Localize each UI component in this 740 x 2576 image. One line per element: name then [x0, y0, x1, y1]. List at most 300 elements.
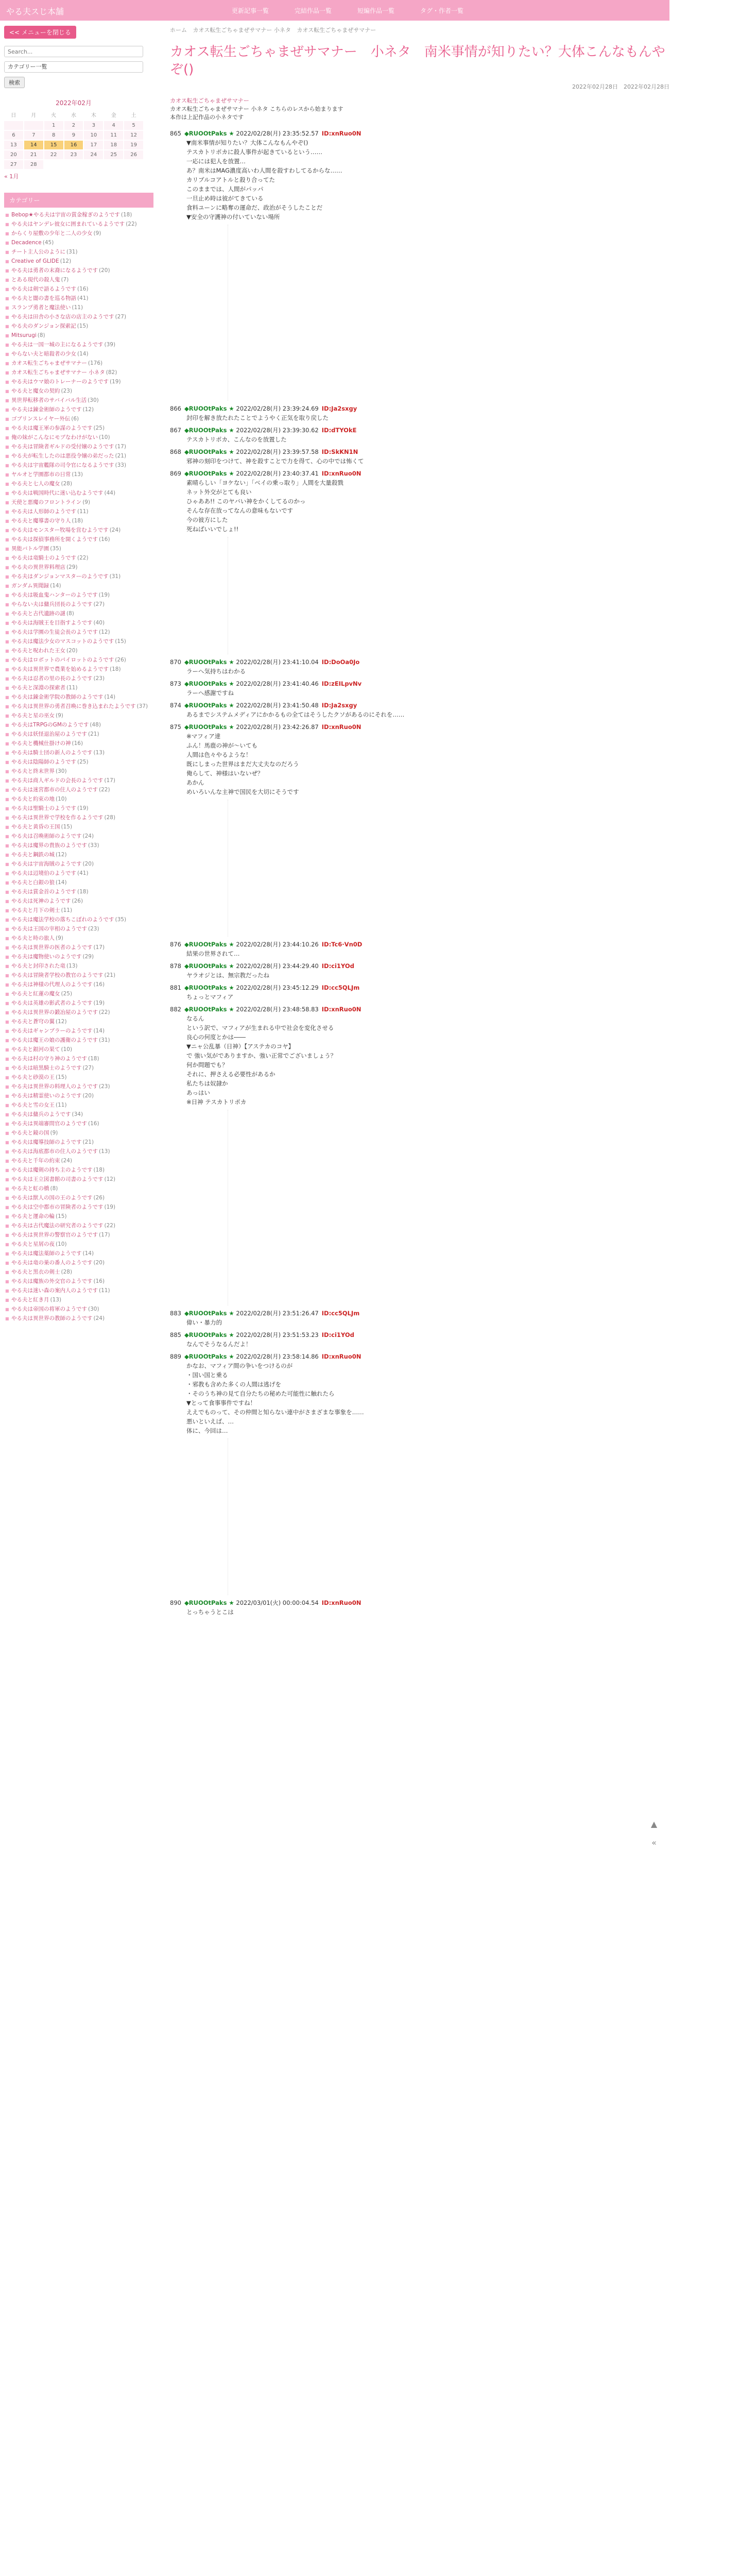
- category-label: やる夫は陰陽師のようです: [11, 759, 76, 765]
- category-item[interactable]: [4, 341, 153, 350]
- nav-item-short[interactable]: 短編作品一覧: [357, 7, 395, 14]
- category-item[interactable]: [4, 758, 153, 767]
- category-item[interactable]: [4, 1064, 153, 1073]
- calendar-day[interactable]: 9: [64, 131, 83, 140]
- category-label: やる夫は賞金首のようです: [11, 889, 76, 895]
- calendar-day[interactable]: 6: [4, 131, 23, 140]
- post-author: ◆RUOOtPaks ★: [184, 405, 234, 412]
- category-count: (18): [121, 212, 132, 218]
- category-label: やる夫は吸血鬼ハンターのようです: [11, 592, 98, 598]
- post-header: [170, 1005, 669, 1014]
- calendar-day[interactable]: 17: [84, 141, 103, 149]
- category-item[interactable]: [4, 220, 153, 229]
- calendar-day[interactable]: 22: [44, 150, 63, 159]
- category-label: やる夫はウマ娘のトレーナーのようです: [11, 379, 109, 385]
- category-label: Decadence: [11, 240, 42, 246]
- category-label: やる夫は魔族の外交官のようです: [11, 1278, 93, 1284]
- top-bar: [0, 0, 669, 21]
- category-item[interactable]: [4, 489, 153, 498]
- category-item[interactable]: [4, 888, 153, 897]
- category-item[interactable]: [4, 507, 153, 517]
- category-item[interactable]: [4, 1008, 153, 1018]
- category-label: やる夫は一国一城の主になるようです: [11, 342, 104, 348]
- search-button[interactable]: 検索: [4, 77, 25, 88]
- post-meta: 2022/02/28(月) 23:42:26.87: [236, 723, 319, 731]
- category-item[interactable]: [4, 1240, 153, 1249]
- category-count: (20): [99, 267, 110, 274]
- post-number[interactable]: 889: [170, 1353, 181, 1360]
- post-line: ▼安全の守護神の付いていない場所: [186, 213, 280, 221]
- category-item[interactable]: [4, 1314, 153, 1324]
- category-item[interactable]: [4, 1212, 153, 1222]
- category-label: やる夫はモンスター牧場を営むようです: [11, 527, 109, 533]
- calendar-day[interactable]: 19: [124, 141, 143, 149]
- post-number[interactable]: 876: [170, 941, 181, 948]
- category-item[interactable]: [4, 1138, 153, 1147]
- category-item[interactable]: [4, 396, 153, 405]
- category-item[interactable]: [4, 693, 153, 702]
- calendar-weekday: 土: [131, 113, 136, 118]
- category-label: やる夫と星の巫女: [11, 713, 55, 719]
- post-header: [170, 1330, 669, 1340]
- category-item[interactable]: [4, 248, 153, 257]
- category-item[interactable]: [4, 721, 153, 730]
- site-title[interactable]: やる夫スじ本舗: [6, 7, 64, 16]
- category-item[interactable]: [4, 628, 153, 637]
- post-line: ひゃああ!! このヤバい神をかくしてるのかっ: [186, 498, 306, 505]
- category-item[interactable]: [4, 684, 153, 693]
- category-item[interactable]: [4, 378, 153, 387]
- category-item[interactable]: [4, 749, 153, 758]
- calendar-day[interactable]: 27: [4, 160, 23, 169]
- category-item[interactable]: [4, 1203, 153, 1212]
- category-item[interactable]: [4, 637, 153, 647]
- category-item[interactable]: [4, 368, 153, 378]
- calendar-day[interactable]: 14: [24, 141, 43, 149]
- category-label: やる夫と魔女の契約: [11, 388, 60, 394]
- category-item[interactable]: [4, 563, 153, 572]
- breadcrumb-category[interactable]: カオス転生ごちゃまぜサマナー 小ネタ: [193, 27, 291, 33]
- category-list: [4, 211, 153, 1324]
- category-item[interactable]: [4, 702, 153, 711]
- category-item[interactable]: [4, 851, 153, 860]
- category-item[interactable]: [4, 359, 153, 368]
- category-item[interactable]: [4, 480, 153, 489]
- calendar-grid: [4, 109, 143, 169]
- category-item[interactable]: [4, 776, 153, 786]
- category-count: (11): [72, 304, 83, 311]
- category-item[interactable]: [4, 1175, 153, 1184]
- category-item[interactable]: [4, 767, 153, 776]
- category-item[interactable]: [4, 294, 153, 303]
- category-item[interactable]: [4, 211, 153, 220]
- post-line: 一応には犯人を放置…: [186, 158, 246, 165]
- post-number[interactable]: 874: [170, 702, 181, 709]
- category-count: (19): [98, 592, 110, 598]
- category-item[interactable]: [4, 1055, 153, 1064]
- post-line: ええでものって、その仲間と知らない連中がさまざまな事象を……: [186, 1409, 364, 1416]
- category-count: (17): [93, 944, 105, 951]
- category-label: やる夫は勇者の末裔になるようです: [11, 267, 98, 274]
- category-item[interactable]: [4, 239, 153, 248]
- category-count: (26): [93, 1195, 105, 1201]
- category-item[interactable]: [4, 313, 153, 322]
- post-number[interactable]: 865: [170, 130, 181, 137]
- category-item[interactable]: [4, 1018, 153, 1027]
- category-item[interactable]: [4, 971, 153, 980]
- category-item[interactable]: [4, 674, 153, 684]
- calendar-day[interactable]: 25: [104, 150, 123, 159]
- category-item[interactable]: [4, 1147, 153, 1157]
- category-item[interactable]: [4, 711, 153, 721]
- post-line: 素晴らしい「ヨケない」「ベイの乗っ取り」人間を大量殺戮: [186, 479, 343, 486]
- category-item[interactable]: [4, 1157, 153, 1166]
- post-line: テスカトリポカ、こんなのを放置した: [186, 436, 287, 443]
- calendar-day[interactable]: 24: [84, 150, 103, 159]
- category-item[interactable]: [4, 739, 153, 749]
- post-line: ▼ニャ公乱暴（日神）【アステカのコヤ】: [186, 1043, 295, 1050]
- category-count: (16): [88, 1121, 99, 1127]
- category-item[interactable]: [4, 1129, 153, 1138]
- category-count: (22): [126, 221, 137, 227]
- category-label: やる夫は学園の生徒会長のようです: [11, 629, 98, 635]
- nav-item-tags[interactable]: タグ・作者一覧: [420, 7, 464, 14]
- category-count: (19): [110, 379, 121, 385]
- category-count: (24): [61, 1158, 73, 1164]
- category-item[interactable]: [4, 906, 153, 916]
- category-label: からくり屋敷の少年と二人の少女: [11, 230, 93, 236]
- category-label: やる夫と鋼鉄の城: [11, 852, 55, 858]
- post-number[interactable]: 868: [170, 448, 181, 455]
- calendar-day[interactable]: 23: [64, 150, 83, 159]
- category-item[interactable]: [4, 1110, 153, 1120]
- calendar-day[interactable]: 16: [64, 141, 83, 149]
- post-body: [170, 732, 669, 937]
- category-count: (34): [72, 1111, 83, 1117]
- category-label: やる夫は魔法少女のマスコットのようです: [11, 638, 114, 645]
- category-item[interactable]: [4, 999, 153, 1008]
- category-count: (21): [104, 972, 116, 978]
- category-label: やる夫が転生したのは悪役令嬢の弟だった: [11, 453, 114, 459]
- category-item[interactable]: [4, 322, 153, 331]
- category-item[interactable]: [4, 1222, 153, 1231]
- post-number[interactable]: 881: [170, 984, 181, 991]
- category-item[interactable]: [4, 452, 153, 461]
- post-dates: 2022年02月28日 2022年02月28日: [572, 83, 669, 90]
- category-item[interactable]: [4, 1184, 153, 1194]
- intro-text: カオス転生ごちゃまぜサマナー 小ネタ こちらのレスから始まります: [170, 106, 343, 112]
- category-item[interactable]: [4, 619, 153, 628]
- calendar-day[interactable]: 8: [44, 131, 63, 140]
- category-label: やる夫は剣で語るようです: [11, 286, 76, 292]
- category-item[interactable]: [4, 517, 153, 526]
- category-count: (27): [93, 601, 105, 607]
- calendar-day[interactable]: 13: [4, 141, 23, 149]
- category-item[interactable]: [4, 953, 153, 962]
- category-item[interactable]: [4, 415, 153, 424]
- calendar-day[interactable]: 5: [124, 121, 143, 130]
- calendar-day[interactable]: 26: [124, 150, 143, 159]
- category-count: (45): [42, 240, 54, 246]
- post-header: [170, 940, 669, 949]
- category-count: (21): [115, 453, 127, 459]
- post-header: [170, 722, 669, 732]
- category-item[interactable]: [4, 572, 153, 582]
- category-label: やる夫と銀河の果て: [11, 1046, 60, 1053]
- category-item[interactable]: [4, 795, 153, 804]
- post-number[interactable]: 867: [170, 427, 181, 434]
- category-item[interactable]: [4, 1231, 153, 1240]
- post-line: 私たちは奴隷か: [186, 1080, 228, 1087]
- post-number[interactable]: 890: [170, 1599, 181, 1606]
- category-item[interactable]: [4, 869, 153, 878]
- category-item[interactable]: [4, 554, 153, 563]
- category-count: (48): [90, 722, 101, 728]
- category-item[interactable]: [4, 730, 153, 739]
- category-label: やる夫の異世界料理店: [11, 564, 65, 570]
- nav-item-updates[interactable]: 更新記事一覧: [232, 7, 269, 14]
- category-label: やる夫と黄昏の王国: [11, 824, 60, 830]
- category-item[interactable]: [4, 1194, 153, 1203]
- category-item[interactable]: [4, 1305, 153, 1314]
- category-item[interactable]: [4, 331, 153, 341]
- ascii-art: [228, 537, 669, 654]
- category-item[interactable]: [4, 1027, 153, 1036]
- calendar-day[interactable]: 12: [124, 131, 143, 140]
- category-item[interactable]: [4, 1092, 153, 1101]
- calendar-day[interactable]: 4: [104, 121, 123, 130]
- category-item[interactable]: [4, 1296, 153, 1305]
- calendar-weekday: 月: [31, 113, 37, 118]
- category-item[interactable]: [4, 656, 153, 665]
- category-item[interactable]: [4, 823, 153, 832]
- category-item[interactable]: [4, 1268, 153, 1277]
- category-count: (11): [56, 1102, 67, 1108]
- calendar-day[interactable]: 10: [84, 131, 103, 140]
- category-label: 異能バトル学園: [11, 546, 49, 552]
- category-count: (35): [115, 917, 127, 923]
- category-item[interactable]: [4, 665, 153, 674]
- calendar-day[interactable]: 1: [44, 121, 63, 130]
- category-item[interactable]: [4, 925, 153, 934]
- category-item[interactable]: [4, 443, 153, 452]
- calendar-weekday: 水: [71, 113, 76, 118]
- category-label: 天使と悪魔のフロントライン: [11, 499, 82, 505]
- category-count: (10): [99, 434, 110, 440]
- category-item[interactable]: [4, 962, 153, 971]
- category-count: (16): [77, 286, 89, 292]
- category-count: (13): [66, 963, 78, 969]
- category-item[interactable]: [4, 498, 153, 507]
- category-label: Bebop★やる夫は宇宙の賞金稼ぎのようです: [11, 212, 120, 218]
- category-count: (16): [93, 981, 105, 988]
- category-item[interactable]: [4, 405, 153, 415]
- post-id: ID:Ja2sxgy: [321, 405, 357, 412]
- post-body: [170, 1361, 669, 1595]
- category-item[interactable]: [4, 1101, 153, 1110]
- category-label: やる夫は錬金術学院の教師のようです: [11, 694, 104, 700]
- category-item[interactable]: [4, 591, 153, 600]
- category-item[interactable]: [4, 934, 153, 943]
- category-item[interactable]: [4, 832, 153, 841]
- post-line: ・そのうち神の見て自分たちの秘めた可能性に触れたら: [186, 1390, 335, 1397]
- category-item[interactable]: [4, 1082, 153, 1092]
- calendar-day[interactable]: 20: [4, 150, 23, 159]
- post-line: 何か問題でも？: [186, 1061, 228, 1069]
- category-item[interactable]: [4, 814, 153, 823]
- category-count: (8): [37, 332, 45, 338]
- category-select[interactable]: カテゴリー一覧: [4, 61, 143, 73]
- post-header: [170, 1352, 669, 1361]
- calendar-day[interactable]: 18: [104, 141, 123, 149]
- category-label: やる夫は召喚術師のようです: [11, 833, 82, 839]
- calendar-day[interactable]: 15: [44, 141, 63, 149]
- category-item[interactable]: [4, 980, 153, 990]
- category-item[interactable]: [4, 916, 153, 925]
- category-item[interactable]: [4, 526, 153, 535]
- category-count: (33): [88, 842, 99, 849]
- category-count: (12): [56, 1019, 67, 1025]
- category-count: (7): [61, 277, 69, 283]
- breadcrumb: [170, 26, 669, 34]
- category-item[interactable]: [4, 1259, 153, 1268]
- category-label: やる夫は古代魔法の研究者のようです: [11, 1223, 104, 1229]
- category-item[interactable]: [4, 990, 153, 999]
- category-label: Creative of GLIDE: [11, 258, 59, 264]
- category-item[interactable]: [4, 1286, 153, 1296]
- category-label: ゴブリンスレイヤー外伝: [11, 416, 71, 422]
- category-item[interactable]: [4, 647, 153, 656]
- category-item[interactable]: [4, 1277, 153, 1286]
- fold-icon[interactable]: «: [651, 1838, 657, 1848]
- post-body: [170, 413, 669, 422]
- category-count: (16): [99, 536, 110, 543]
- category-item[interactable]: [4, 943, 153, 953]
- category-item[interactable]: [4, 1045, 153, 1055]
- post-number[interactable]: 883: [170, 1310, 181, 1317]
- category-item[interactable]: [4, 841, 153, 851]
- category-item[interactable]: [4, 545, 153, 554]
- post-line: ふん！馬鹿の神が〜いても: [186, 742, 257, 749]
- post-meta: 2022/02/28(月) 23:58:14.86: [236, 1353, 319, 1360]
- post-number[interactable]: 866: [170, 405, 181, 412]
- category-item[interactable]: [4, 470, 153, 480]
- post-line: ラーへ気持ちはわかる: [186, 668, 246, 675]
- category-item[interactable]: [4, 609, 153, 619]
- post-header: [170, 1309, 669, 1318]
- category-item[interactable]: [4, 461, 153, 470]
- category-item[interactable]: [4, 600, 153, 609]
- category-item[interactable]: [4, 804, 153, 814]
- post-line: 結果の世界されて…: [186, 950, 240, 957]
- calendar-day[interactable]: 2: [64, 121, 83, 130]
- breadcrumb-current: カオス転生ごちゃまぜサマナー: [297, 27, 376, 33]
- post-header: [170, 1598, 669, 1607]
- category-label: やる夫は神様の代理人のようです: [11, 981, 93, 988]
- category-count: (15): [56, 1074, 67, 1080]
- category-label: やる夫と魔導書の守り人: [11, 518, 71, 524]
- post-number[interactable]: 870: [170, 658, 181, 666]
- post-number[interactable]: 869: [170, 470, 181, 477]
- post-number[interactable]: 885: [170, 1331, 181, 1338]
- prev-month-link[interactable]: « 1月: [4, 173, 19, 180]
- category-item[interactable]: [4, 897, 153, 906]
- category-label: やる夫は冒険者ギルドの受付嬢のようです: [11, 444, 114, 450]
- category-item[interactable]: [4, 424, 153, 433]
- category-label: やる夫はロボットのパイロットのようです: [11, 657, 114, 663]
- category-item[interactable]: [4, 276, 153, 285]
- category-count: (28): [61, 1269, 73, 1275]
- nav-item-completed[interactable]: 完結作品一覧: [295, 7, 332, 14]
- category-item[interactable]: [4, 1120, 153, 1129]
- category-count: (14): [56, 879, 67, 886]
- category-count: (16): [72, 740, 83, 747]
- intro-link[interactable]: カオス転生ごちゃまぜサマナー: [170, 97, 249, 104]
- category-item[interactable]: [4, 285, 153, 294]
- category-item[interactable]: [4, 229, 153, 239]
- category-label: やる夫は異世界の警察官のようです: [11, 1232, 98, 1238]
- post-line: ヤラオジとは、無宗教だったね: [186, 972, 269, 979]
- calendar-day[interactable]: 3: [84, 121, 103, 130]
- post-author: ◆RUOOtPaks ★: [184, 702, 234, 709]
- calendar-day[interactable]: 7: [24, 131, 43, 140]
- post-meta: 2022/03/01(火) 00:00:04.54: [236, 1599, 319, 1606]
- calendar-day[interactable]: 21: [24, 150, 43, 159]
- category-item[interactable]: [4, 1073, 153, 1082]
- category-item[interactable]: [4, 1036, 153, 1045]
- category-count: (12): [82, 406, 94, 413]
- post-meta: 2022/02/28(月) 23:48:58.83: [236, 1006, 319, 1013]
- category-item[interactable]: [4, 1249, 153, 1259]
- category-item[interactable]: [4, 1166, 153, 1175]
- post-id: ID:xnRuo0N: [321, 470, 362, 477]
- category-item[interactable]: [4, 433, 153, 443]
- post-number[interactable]: 878: [170, 962, 181, 970]
- calendar-day[interactable]: 11: [104, 131, 123, 140]
- scroll-top-icon[interactable]: ▲: [650, 1819, 658, 1829]
- calendar-weekday: 火: [51, 113, 57, 118]
- category-item[interactable]: [4, 257, 153, 266]
- category-item[interactable]: [4, 582, 153, 591]
- category-item[interactable]: [4, 860, 153, 869]
- category-count: (37): [136, 703, 148, 709]
- post-number[interactable]: 882: [170, 1006, 181, 1013]
- post-number[interactable]: 875: [170, 723, 181, 731]
- category-item[interactable]: [4, 266, 153, 276]
- post-header: [170, 404, 669, 413]
- breadcrumb-home[interactable]: ホーム: [170, 27, 187, 33]
- category-item[interactable]: [4, 350, 153, 359]
- category-count: (21): [88, 731, 99, 737]
- post-number[interactable]: 873: [170, 680, 181, 687]
- category-count: (176): [88, 360, 103, 366]
- category-item[interactable]: [4, 878, 153, 888]
- category-label: やる夫は英雄の影武者のようです: [11, 1000, 93, 1006]
- category-label: やる夫は戦国時代に迷い込むようです: [11, 490, 104, 496]
- global-nav: [232, 6, 463, 15]
- category-count: (23): [99, 1083, 110, 1090]
- category-item[interactable]: [4, 535, 153, 545]
- category-item[interactable]: [4, 387, 153, 396]
- category-item[interactable]: [4, 786, 153, 795]
- category-label: やる夫は辺境伯のようです: [11, 870, 76, 876]
- category-item[interactable]: [4, 303, 153, 313]
- close-menu-button[interactable]: << メニューを閉じる: [4, 26, 76, 39]
- category-count: (40): [93, 620, 105, 626]
- search-input[interactable]: [4, 46, 143, 57]
- category-count: (9): [56, 935, 63, 941]
- calendar-day[interactable]: 28: [24, 160, 43, 169]
